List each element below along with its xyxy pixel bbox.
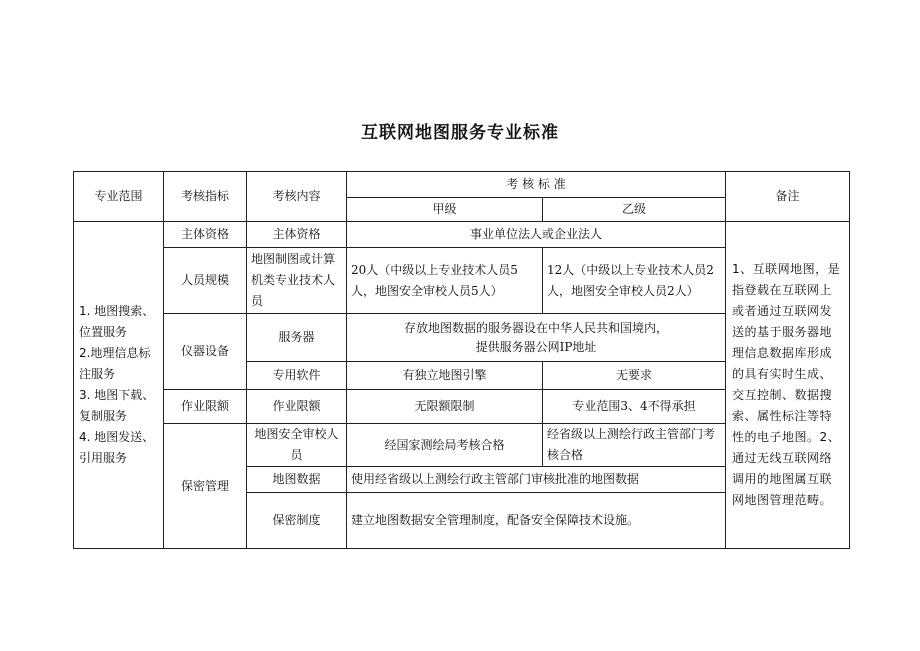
grade-a-work-limit: 无限额限制 — [347, 390, 543, 424]
header-content: 考核内容 — [247, 172, 347, 222]
standard-server-line1: 存放地图数据的服务器设在中华人民共和国境内， — [404, 320, 669, 335]
indicator-equipment: 仪器设备 — [164, 314, 247, 390]
grade-a-reviewers: 经国家测绘局考核合格 — [347, 424, 543, 467]
scope-item: 1. 地图搜索、位置服务 — [79, 304, 155, 339]
header-indicator: 考核指标 — [164, 172, 247, 222]
scope-item: 3. 地图下载、复制服务 — [79, 388, 155, 423]
header-standard: 考 核 标 准 — [347, 172, 726, 198]
grade-a-staff: 20人（中级以上专业技术人员5人，地图安全审校人员5人） — [347, 248, 543, 314]
content-staff: 地图制图或计算机类专业技术人员 — [247, 248, 347, 314]
indicator-qualification: 主体资格 — [164, 222, 247, 248]
grade-b-staff: 12人（中级以上专业技术人员2人，地图安全审校人员2人） — [543, 248, 726, 314]
grade-b-work-limit: 专业范围3、4不得承担 — [543, 390, 726, 424]
content-software: 专用软件 — [247, 362, 347, 390]
remarks-cell: 1、互联网地图，是指登载在互联网上或者通过互联网发送的基于服务器地理信息数据库形成的具有实时生成、交互控制、数据搜索、属性标注等特性的电子地图。2、通过无线互联网络调用的地图属互联网地图管理范畴。 — [726, 222, 850, 549]
grade-b-software: 无要求 — [543, 362, 726, 390]
header-grade-b: 乙级 — [543, 198, 726, 222]
content-qualification: 主体资格 — [247, 222, 347, 248]
indicator-staff: 人员规模 — [164, 248, 247, 314]
indicator-work-limit: 作业限额 — [164, 390, 247, 424]
standard-server-line2: 提供服务器公网IP地址 — [475, 339, 597, 354]
page-title: 互联网地图服务专业标准 — [361, 123, 559, 143]
scope-item: 2.地理信息标注服务 — [79, 346, 151, 381]
grade-b-reviewers: 经省级以上测绘行政主管部门考核合格 — [543, 424, 726, 467]
indicator-security: 保密管理 — [164, 424, 247, 549]
header-scope: 专业范围 — [74, 172, 164, 222]
standards-table — [73, 171, 850, 549]
scope-item: 4. 地图发送、引用服务 — [79, 430, 155, 465]
content-map-data: 地图数据 — [247, 467, 347, 493]
standard-security-system: 建立地图数据安全管理制度，配备安全保障技术设施。 — [347, 493, 726, 549]
content-security-system: 保密制度 — [247, 493, 347, 549]
grade-a-software: 有独立地图引擎 — [347, 362, 543, 390]
content-reviewers: 地图安全审校人员 — [247, 424, 347, 467]
standard-map-data: 使用经省级以上测绘行政主管部门审核批准的地图数据 — [347, 467, 726, 493]
content-work-limit: 作业限额 — [247, 390, 347, 424]
scope-cell — [74, 222, 164, 549]
standard-qualification: 事业单位法人或企业法人 — [347, 222, 726, 248]
header-remarks: 备注 — [726, 172, 850, 222]
content-server: 服务器 — [247, 314, 347, 362]
standard-server — [347, 314, 726, 362]
header-grade-a: 甲级 — [347, 198, 543, 222]
